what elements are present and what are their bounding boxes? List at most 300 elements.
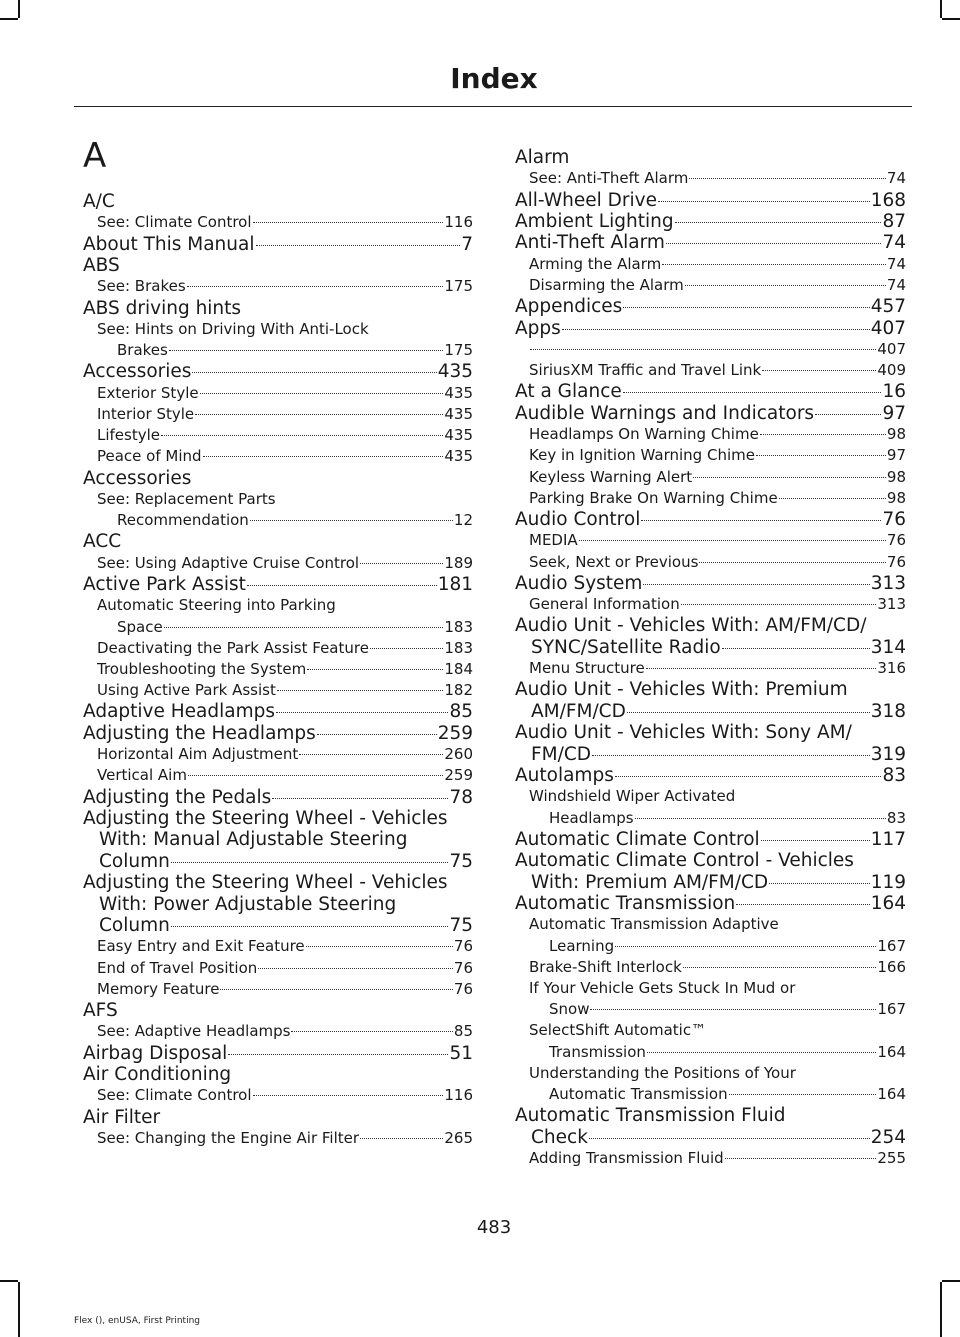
dot-leader bbox=[317, 734, 437, 735]
index-entry bbox=[83, 553, 473, 573]
index-entry bbox=[83, 680, 473, 700]
entry-text: Air Conditioning bbox=[83, 1064, 232, 1085]
entry-text: See: Hints on Driving With Anti-Lock bbox=[97, 320, 369, 338]
index-entry bbox=[515, 147, 906, 169]
entry-text: Automatic Climate Control - Vehicles bbox=[515, 850, 854, 872]
dot-leader bbox=[646, 668, 877, 669]
dot-leader bbox=[662, 264, 886, 265]
entry-page: 259 bbox=[437, 722, 473, 744]
entry-page: 83 bbox=[882, 765, 906, 786]
index-entry bbox=[515, 872, 906, 894]
entry-text: Using Active Park Assist bbox=[97, 681, 276, 700]
entry-page: 183 bbox=[444, 617, 473, 636]
dot-leader bbox=[256, 245, 461, 246]
dot-leader bbox=[666, 243, 882, 244]
entry-text: Exterior Style bbox=[97, 383, 199, 402]
dot-leader bbox=[683, 967, 877, 968]
entry-text: See: Climate Control bbox=[97, 1086, 252, 1105]
entry-text: Adjusting the Steering Wheel - Vehicles bbox=[83, 872, 448, 894]
entry-page: 407 bbox=[877, 340, 906, 358]
index-entry bbox=[83, 404, 473, 424]
index-entry bbox=[515, 445, 906, 465]
entry-page: 167 bbox=[877, 1000, 906, 1019]
index-entry bbox=[515, 275, 906, 295]
index-entry bbox=[83, 808, 473, 830]
dot-leader bbox=[647, 1052, 876, 1053]
entry-text: Automatic Transmission bbox=[549, 1085, 728, 1103]
index-entry bbox=[515, 573, 906, 595]
index-entry bbox=[515, 424, 906, 444]
entry-text: See: Anti-Theft Alarm bbox=[529, 169, 689, 188]
entry-page: 313 bbox=[877, 595, 906, 614]
dot-leader bbox=[641, 520, 881, 521]
entry-page: 76 bbox=[882, 509, 906, 530]
entry-page: 117 bbox=[870, 828, 906, 850]
index-entry bbox=[83, 531, 473, 553]
entry-page: 16 bbox=[882, 381, 906, 403]
entry-text: Transmission bbox=[549, 1042, 646, 1061]
index-entry bbox=[515, 936, 906, 956]
dot-leader bbox=[203, 456, 444, 457]
entry-text: With: Power Adjustable Steering bbox=[99, 893, 397, 915]
entry-text: Easy Entry and Exit Feature bbox=[97, 937, 305, 956]
entry-page: 98 bbox=[886, 425, 906, 444]
entry-page: 97 bbox=[886, 446, 906, 465]
entry-text: Audio Control bbox=[515, 509, 641, 530]
entry-text: SelectShift Automatic™ bbox=[529, 1021, 707, 1040]
entry-page: 318 bbox=[870, 700, 906, 722]
entry-page: 98 bbox=[886, 467, 906, 486]
entry-text: Audio System bbox=[515, 572, 643, 594]
entry-page: 74 bbox=[886, 169, 906, 188]
index-entry bbox=[515, 765, 906, 787]
dot-leader bbox=[360, 1138, 443, 1139]
index-entry bbox=[515, 978, 906, 998]
dot-leader bbox=[171, 926, 449, 927]
index-entry bbox=[83, 787, 473, 809]
entry-text: AFS bbox=[83, 1000, 118, 1021]
entry-text: Column bbox=[99, 850, 170, 872]
index-entry bbox=[515, 999, 906, 1019]
entry-text: Audio Unit - Vehicles With: Premium bbox=[515, 679, 848, 701]
entry-page: 167 bbox=[877, 936, 906, 955]
title-rule bbox=[74, 106, 912, 107]
entry-text: Autolamps bbox=[515, 765, 614, 786]
entry-page: 7 bbox=[461, 233, 473, 255]
entry-text: MEDIA bbox=[529, 531, 578, 550]
entry-page: 435 bbox=[444, 405, 473, 423]
dot-leader bbox=[725, 1158, 877, 1159]
entry-page: 164 bbox=[877, 1085, 906, 1103]
dot-leader bbox=[736, 904, 869, 905]
dot-leader bbox=[579, 540, 886, 541]
index-entry bbox=[515, 403, 906, 425]
index-entry bbox=[83, 489, 473, 509]
dot-leader bbox=[187, 286, 444, 287]
entry-text: Snow bbox=[549, 1000, 590, 1019]
dot-leader bbox=[627, 712, 870, 713]
index-entry bbox=[515, 744, 906, 766]
entry-text: ACC bbox=[83, 531, 122, 553]
entry-text: Arming the Alarm bbox=[529, 254, 662, 273]
entry-text: Audible Warnings and Indicators bbox=[515, 402, 815, 424]
index-entry bbox=[83, 510, 473, 530]
dot-leader bbox=[760, 434, 886, 435]
section-letter: A bbox=[83, 136, 107, 176]
index-entry bbox=[83, 425, 473, 445]
entry-page: 265 bbox=[444, 1129, 473, 1147]
index-entry bbox=[83, 723, 473, 745]
crop-mark bbox=[18, 0, 20, 18]
entry-text: Adjusting the Steering Wheel - Vehicles bbox=[83, 808, 448, 829]
entry-page: 313 bbox=[870, 572, 906, 594]
index-entry bbox=[515, 381, 906, 403]
entry-text: If Your Vehicle Gets Stuck In Mud or bbox=[529, 979, 796, 997]
dot-leader bbox=[779, 498, 886, 499]
index-entry bbox=[515, 679, 906, 701]
dot-leader bbox=[562, 329, 870, 330]
entry-text: Headlamps On Warning Chime bbox=[529, 425, 759, 444]
entry-page: 255 bbox=[877, 1149, 906, 1167]
dot-leader bbox=[615, 946, 876, 947]
index-entry bbox=[83, 638, 473, 658]
entry-text: See: Brakes bbox=[97, 277, 186, 296]
index-entry bbox=[515, 1148, 906, 1168]
dot-leader bbox=[192, 372, 436, 373]
entry-text: Audio Unit - Vehicles With: Sony AM/ bbox=[515, 722, 852, 744]
index-entry bbox=[83, 659, 473, 679]
entry-page: 87 bbox=[882, 211, 906, 232]
index-entry bbox=[515, 339, 906, 359]
entry-page: 319 bbox=[870, 743, 906, 765]
dot-leader bbox=[590, 1009, 876, 1010]
dot-leader bbox=[681, 604, 877, 605]
entry-text: Space bbox=[117, 617, 163, 636]
entry-page: 254 bbox=[870, 1126, 906, 1148]
entry-text: Brake-Shift Interlock bbox=[529, 957, 682, 976]
entry-text: FM/CD bbox=[531, 743, 591, 765]
index-entry bbox=[515, 360, 906, 380]
index-entry bbox=[83, 1107, 473, 1129]
crop-mark bbox=[0, 1280, 18, 1282]
index-entry bbox=[515, 957, 906, 977]
index-entry bbox=[83, 894, 473, 916]
entry-page: 175 bbox=[444, 341, 473, 360]
entry-text: General Information bbox=[529, 595, 680, 614]
entry-page: 85 bbox=[453, 1022, 473, 1041]
entry-text: SYNC/Satellite Radio bbox=[531, 636, 721, 658]
dot-leader bbox=[228, 1054, 448, 1055]
dot-leader bbox=[164, 627, 444, 628]
dot-leader bbox=[253, 1095, 444, 1096]
entry-text: End of Travel Position bbox=[97, 958, 258, 977]
index-entry bbox=[515, 722, 906, 744]
entry-page: 435 bbox=[444, 426, 473, 445]
entry-page: 435 bbox=[444, 447, 473, 466]
index-entry bbox=[515, 637, 906, 659]
entry-page: 409 bbox=[877, 361, 906, 380]
index-entry bbox=[515, 808, 906, 828]
entry-text: Accessories bbox=[83, 361, 192, 383]
entry-page: 189 bbox=[444, 553, 473, 572]
entry-page: 164 bbox=[870, 893, 906, 914]
entry-text: Memory Feature bbox=[97, 979, 220, 998]
entry-text: Adjusting the Pedals bbox=[83, 786, 272, 808]
dot-leader bbox=[693, 477, 886, 478]
entry-text: See: Replacement Parts bbox=[97, 490, 276, 508]
index-entry bbox=[83, 298, 473, 320]
dot-leader bbox=[769, 883, 870, 884]
index-entry bbox=[515, 318, 906, 340]
index-entry bbox=[515, 530, 906, 550]
index-entry bbox=[83, 1043, 473, 1065]
entry-text: See: Climate Control bbox=[97, 213, 252, 232]
entry-page: 116 bbox=[444, 213, 473, 232]
dot-leader bbox=[161, 435, 443, 436]
entry-text: Brakes bbox=[117, 341, 168, 360]
entry-text: AM/FM/CD bbox=[531, 700, 626, 722]
index-entry bbox=[83, 979, 473, 999]
index-entry bbox=[83, 212, 473, 232]
index-entry bbox=[515, 509, 906, 531]
entry-text: A/C bbox=[83, 191, 115, 212]
index-entry bbox=[83, 765, 473, 785]
index-entry bbox=[83, 1128, 473, 1148]
index-entry bbox=[515, 914, 906, 934]
index-entry bbox=[515, 658, 906, 678]
entry-page: 407 bbox=[870, 317, 906, 339]
entry-page: 259 bbox=[444, 766, 473, 785]
entry-text: Recommendation bbox=[117, 511, 249, 530]
entry-page: 74 bbox=[886, 254, 906, 273]
dot-leader bbox=[756, 455, 886, 456]
entry-page: 119 bbox=[870, 871, 906, 893]
dot-leader bbox=[277, 690, 443, 691]
entry-text: Appendices bbox=[515, 296, 623, 318]
entry-text: Adaptive Headlamps bbox=[83, 701, 276, 723]
crop-mark bbox=[942, 1280, 960, 1282]
entry-page: 97 bbox=[882, 402, 906, 424]
entry-text: Active Park Assist bbox=[83, 574, 246, 595]
entry-text: Apps bbox=[515, 317, 561, 339]
index-entry bbox=[83, 1064, 473, 1086]
index-entry bbox=[515, 1020, 906, 1040]
dot-leader bbox=[272, 798, 448, 799]
index-entry bbox=[515, 850, 906, 872]
index-entry bbox=[83, 191, 473, 213]
entry-text: Automatic Transmission bbox=[515, 893, 736, 914]
dot-leader bbox=[722, 648, 870, 649]
dot-leader bbox=[689, 178, 886, 179]
entry-page: 457 bbox=[870, 296, 906, 318]
entry-page: 76 bbox=[453, 979, 473, 998]
dot-leader bbox=[623, 392, 882, 393]
index-entry bbox=[515, 488, 906, 508]
entry-page: 164 bbox=[877, 1042, 906, 1061]
dot-leader bbox=[615, 776, 882, 777]
entry-page: 166 bbox=[877, 957, 906, 976]
index-entry bbox=[83, 319, 473, 339]
page-number: 483 bbox=[476, 1217, 512, 1238]
index-entry bbox=[515, 232, 906, 254]
index-entry bbox=[515, 893, 906, 915]
entry-text: Peace of Mind bbox=[97, 447, 202, 466]
entry-text: Automatic Climate Control bbox=[515, 828, 760, 850]
entry-page: 183 bbox=[444, 638, 473, 657]
entry-text: Audio Unit - Vehicles With: AM/FM/CD/ bbox=[515, 615, 867, 637]
entry-page: 435 bbox=[444, 383, 473, 402]
page-title: Index bbox=[450, 62, 538, 95]
entry-page: 78 bbox=[449, 786, 473, 808]
dot-leader bbox=[685, 285, 886, 286]
entry-page: 435 bbox=[437, 361, 473, 383]
entry-page: 181 bbox=[437, 574, 473, 595]
entry-page: 76 bbox=[886, 531, 906, 550]
entry-text: Airbag Disposal bbox=[83, 1042, 228, 1064]
dot-leader bbox=[589, 1138, 870, 1139]
entry-page: 85 bbox=[449, 701, 473, 723]
dot-leader bbox=[729, 1094, 877, 1095]
entry-text: About This Manual bbox=[83, 233, 255, 255]
index-entry bbox=[83, 234, 473, 256]
index-entry bbox=[83, 936, 473, 956]
dot-leader bbox=[276, 712, 448, 713]
index-entry bbox=[83, 1085, 473, 1105]
entry-text: Accessories bbox=[83, 467, 192, 489]
crop-mark bbox=[0, 18, 18, 20]
index-entry bbox=[83, 617, 473, 637]
dot-leader bbox=[250, 520, 453, 521]
dot-leader bbox=[530, 349, 876, 350]
entry-text: All-Wheel Drive bbox=[515, 189, 657, 211]
entry-text: Lifestyle bbox=[97, 426, 161, 445]
entry-text: See: Using Adaptive Cruise Control bbox=[97, 553, 360, 572]
entry-page: 182 bbox=[444, 681, 473, 700]
dot-leader bbox=[171, 862, 449, 863]
index-entry bbox=[83, 383, 473, 403]
index-entry bbox=[515, 615, 906, 637]
entry-text: Automatic Transmission Adaptive bbox=[529, 915, 779, 934]
entry-text: Deactivating the Park Assist Feature bbox=[97, 638, 369, 657]
entry-text: ABS driving hints bbox=[83, 297, 242, 319]
entry-text: See: Changing the Engine Air Filter bbox=[97, 1129, 360, 1147]
entry-text: Understanding the Positions of Your bbox=[529, 1063, 796, 1082]
entry-page: 12 bbox=[453, 511, 473, 530]
dot-leader bbox=[258, 968, 453, 969]
index-entry bbox=[515, 829, 906, 851]
dot-leader bbox=[220, 989, 452, 990]
entry-page: 76 bbox=[453, 937, 473, 956]
dot-leader bbox=[200, 393, 444, 394]
index-entry bbox=[515, 786, 906, 806]
index-entry bbox=[83, 361, 473, 383]
entry-page: 175 bbox=[444, 277, 473, 296]
index-entry bbox=[515, 594, 906, 614]
index-entry bbox=[83, 468, 473, 490]
crop-mark bbox=[940, 0, 942, 18]
index-entry bbox=[515, 296, 906, 318]
index-entry bbox=[83, 915, 473, 937]
index-entry bbox=[515, 1127, 906, 1149]
entry-page: 116 bbox=[444, 1086, 473, 1105]
index-entry bbox=[83, 872, 473, 894]
index-entry bbox=[515, 1042, 906, 1062]
entry-page: 75 bbox=[449, 850, 473, 872]
index-entry bbox=[83, 851, 473, 873]
index-entry bbox=[515, 254, 906, 274]
entry-text: Key in Ignition Warning Chime bbox=[529, 446, 755, 465]
dot-leader bbox=[195, 414, 443, 415]
entry-text: Seek, Next or Previous bbox=[529, 552, 699, 571]
index-entry bbox=[515, 1063, 906, 1083]
index-entry bbox=[83, 1000, 473, 1022]
dot-leader bbox=[291, 1031, 452, 1032]
index-entry bbox=[83, 574, 473, 596]
entry-page: 76 bbox=[886, 552, 906, 571]
entry-text: Adjusting the Headlamps bbox=[83, 722, 316, 744]
dot-leader bbox=[247, 585, 437, 586]
entry-text: Automatic Transmission Fluid bbox=[515, 1105, 786, 1127]
index-entry bbox=[515, 552, 906, 572]
index-entry bbox=[515, 211, 906, 233]
entry-text: Headlamps bbox=[549, 808, 634, 827]
crop-mark bbox=[942, 18, 960, 20]
dot-leader bbox=[370, 648, 443, 649]
index-entry bbox=[83, 1021, 473, 1041]
entry-page: 51 bbox=[449, 1042, 473, 1064]
dot-leader bbox=[635, 818, 886, 819]
entry-page: 75 bbox=[449, 915, 473, 936]
index-entry bbox=[515, 467, 906, 487]
entry-text: Disarming the Alarm bbox=[529, 276, 684, 294]
dot-leader bbox=[592, 755, 870, 756]
dot-leader bbox=[815, 414, 881, 415]
entry-page: 83 bbox=[886, 808, 906, 827]
index-entry bbox=[83, 446, 473, 466]
entry-text: See: Adaptive Headlamps bbox=[97, 1022, 291, 1041]
entry-text: Troubleshooting the System bbox=[97, 660, 307, 678]
entry-text: Vertical Aim bbox=[97, 766, 187, 785]
dot-leader bbox=[762, 370, 876, 371]
entry-text: Parking Brake On Warning Chime bbox=[529, 488, 778, 507]
index-entry bbox=[515, 190, 906, 212]
entry-text: Ambient Lighting bbox=[515, 211, 674, 232]
index-entry bbox=[83, 340, 473, 360]
index-entry bbox=[515, 168, 906, 188]
dot-leader bbox=[675, 222, 882, 223]
dot-leader bbox=[299, 754, 443, 755]
dot-leader bbox=[699, 562, 885, 563]
entry-page: 76 bbox=[453, 958, 473, 977]
dot-leader bbox=[658, 201, 870, 202]
index-entry bbox=[515, 1084, 906, 1104]
index-entry bbox=[83, 255, 473, 277]
entry-page: 168 bbox=[870, 189, 906, 211]
entry-page: 316 bbox=[877, 659, 906, 678]
index-entry bbox=[83, 701, 473, 723]
dot-leader bbox=[188, 775, 443, 776]
entry-page: 260 bbox=[444, 745, 473, 764]
entry-text: Automatic Steering into Parking bbox=[97, 596, 336, 615]
index-entry bbox=[83, 595, 473, 615]
footer-text: Flex (), enUSA, First Printing bbox=[74, 1316, 200, 1326]
entry-page: 184 bbox=[444, 660, 473, 678]
entry-text: With: Manual Adjustable Steering bbox=[99, 829, 408, 851]
entry-text: Menu Structure bbox=[529, 659, 645, 678]
dot-leader bbox=[643, 584, 869, 585]
entry-text: With: Premium AM/FM/CD bbox=[531, 871, 769, 893]
entry-text: Keyless Warning Alert bbox=[529, 467, 693, 486]
